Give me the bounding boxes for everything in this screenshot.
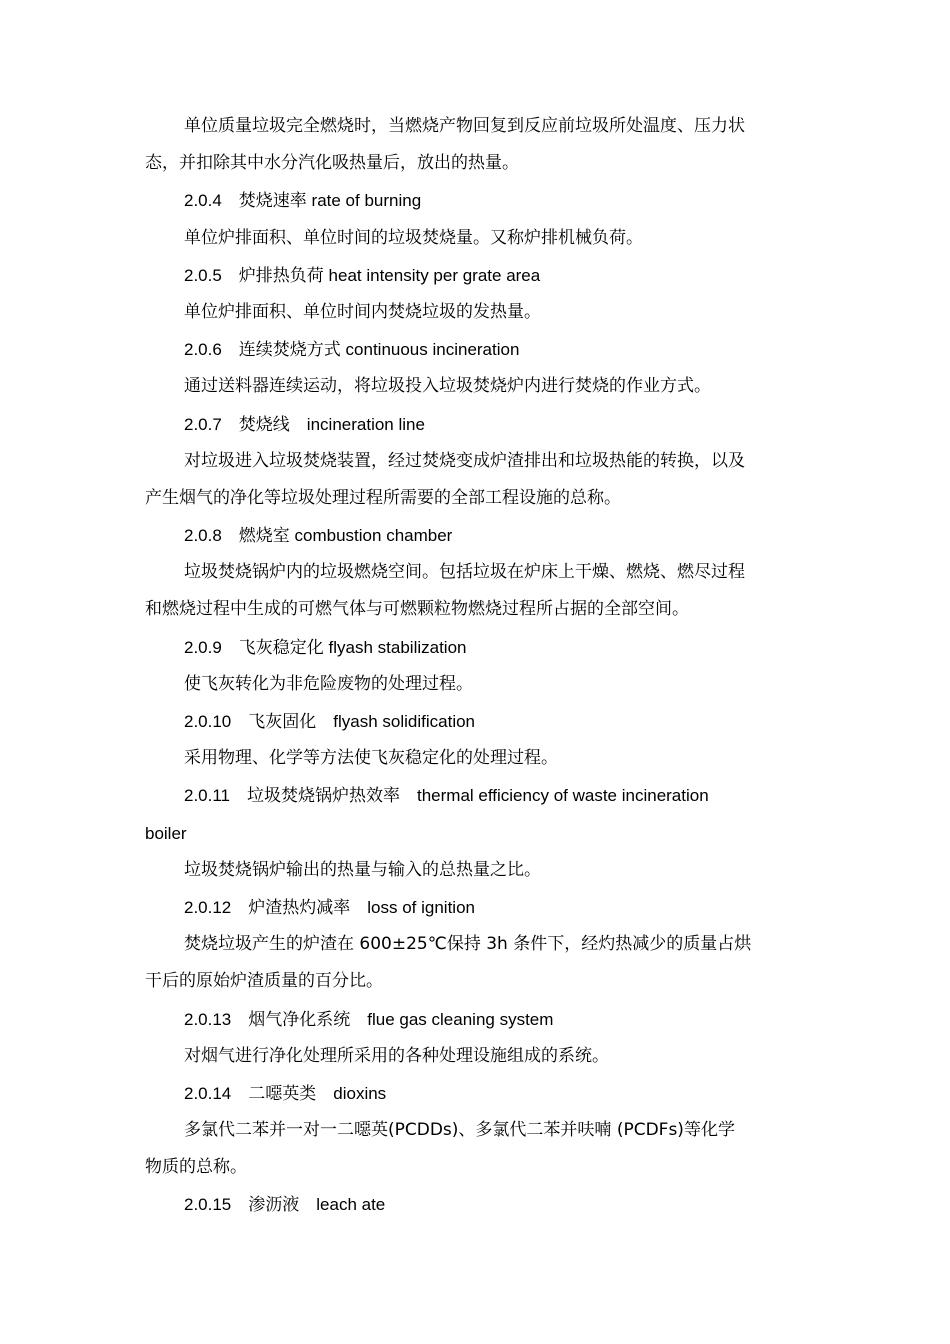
text-line: 多氯代二苯并一对一二噁英(PCDDs)、多氯代二苯并呋喃 (PCDFs)等化学 <box>184 1120 735 1141</box>
text-line: 单位炉排面积、单位时间的垃圾焚烧量。又称炉排机械负荷。 <box>184 227 643 248</box>
text-line: 焚烧垃圾产生的炉渣在 600±25℃保持 3h 条件下，经灼热减少的质量占烘 <box>184 934 752 955</box>
term-heading: 2.0.5 炉排热负荷 heat intensity per grate area <box>184 265 541 285</box>
text-line: 单位质量垃圾完全燃烧时，当燃烧产物回复到反应前垃圾所处温度、压力状 <box>184 116 745 136</box>
term-heading: 2.0.6 连续焚烧方式 continuous incineration <box>184 340 520 360</box>
text-line: 物质的总称。 <box>145 1157 247 1178</box>
text-line: 单位炉排面积、单位时间内焚烧垃圾的发热量。 <box>184 301 541 322</box>
document-page <box>145 108 810 1224</box>
text-line: 垃圾焚烧锅炉内的垃圾燃烧空间。包括垃圾在炉床上干燥、燃烧、燃尽过程 <box>184 562 745 583</box>
term-heading: 2.0.7 焚烧线 incineration line <box>184 414 425 434</box>
term-heading: 2.0.14 二噁英类 dioxins <box>184 1083 387 1103</box>
text-line: 通过送料器连续运动，将垃圾投入垃圾焚烧炉内进行焚烧的作业方式。 <box>184 376 711 397</box>
text-line: 态，并扣除其中水分汽化吸热量后，放出的热量。 <box>145 153 519 174</box>
term-heading: 2.0.8 燃烧室 combustion chamber <box>184 526 453 546</box>
term-heading: 2.0.11 垃圾焚烧锅炉热效率 thermal efficiency of waste incineration <box>184 786 709 806</box>
text-line: 干后的原始炉渣质量的百分比。 <box>145 971 383 992</box>
term-heading: 2.0.15 渗沥液 leach ate <box>184 1195 386 1215</box>
term-heading: 2.0.9 飞灰稳定化 flyash stabilization <box>184 637 467 657</box>
text-line: 垃圾焚烧锅炉输出的热量与输入的总热量之比。 <box>184 859 541 880</box>
text-line: 对垃圾进入垃圾焚烧装置，经过焚烧变成炉渣排出和垃圾热能的转换，以及 <box>184 450 745 471</box>
term-heading: 2.0.4 焚烧速率 rate of burning <box>184 191 422 211</box>
text-line: 使飞灰转化为非危险废物的处理过程。 <box>184 673 473 694</box>
text-line: 对烟气进行净化处理所采用的各种处理设施组成的系统。 <box>184 1045 609 1066</box>
text-line: 产生烟气的净化等垃圾处理过程所需要的全部工程设施的总称。 <box>145 487 621 508</box>
text-line: 和燃烧过程中生成的可燃气体与可燃颗粒物燃烧过程所占据的全部空间。 <box>145 599 689 620</box>
text-line: 采用物理、化学等方法使飞灰稳定化的处理过程。 <box>184 748 558 769</box>
term-heading: 2.0.13 烟气净化系统 flue gas cleaning system <box>184 1009 554 1029</box>
term-heading-continued: boiler <box>145 823 187 843</box>
term-heading: 2.0.12 炉渣热灼减率 loss of ignition <box>184 897 475 917</box>
term-heading: 2.0.10 飞灰固化 flyash solidification <box>184 712 476 731</box>
